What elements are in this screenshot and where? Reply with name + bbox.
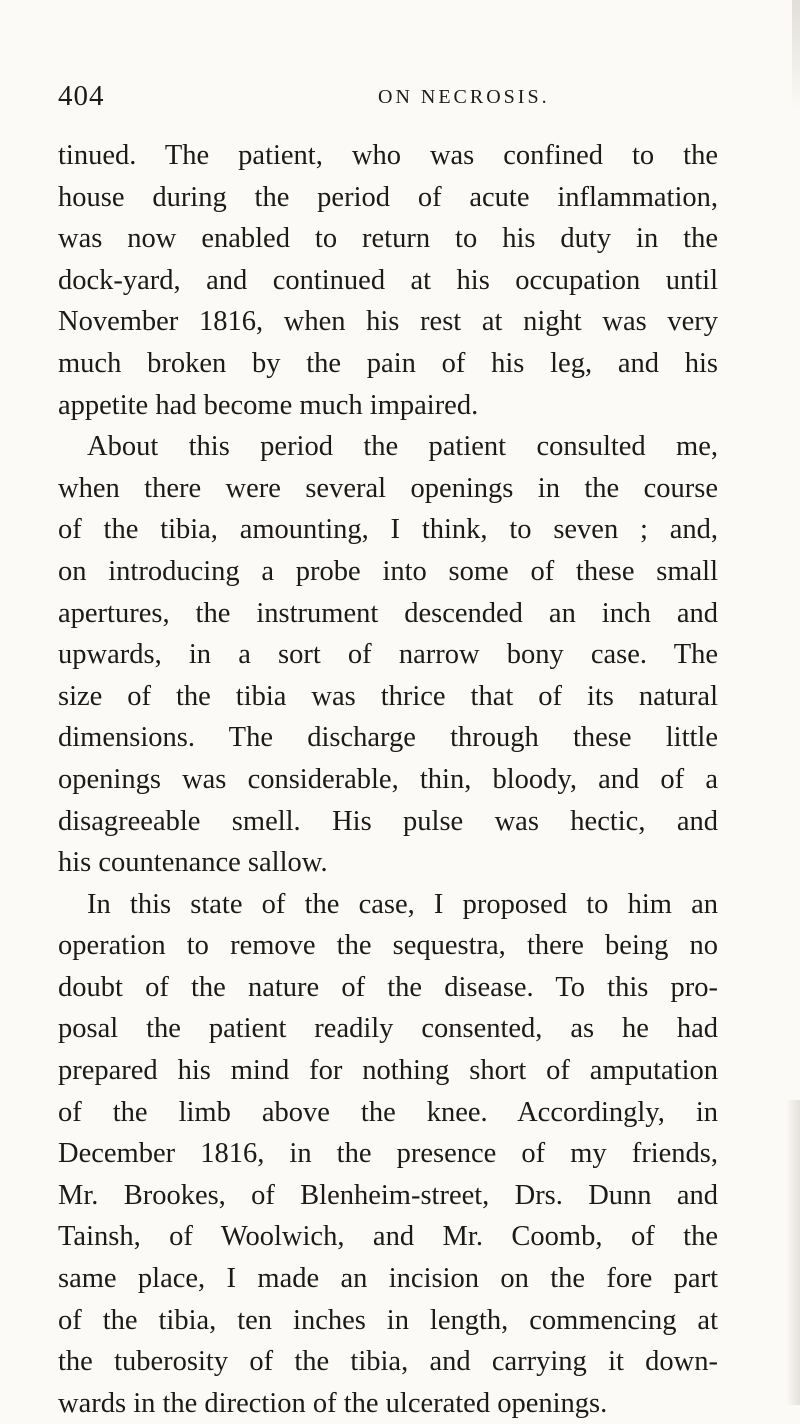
paragraph-continued: [58, 135, 718, 426]
text-line: Tainsh, of Woolwich, and Mr. Coomb, of the: [58, 1221, 718, 1253]
text-line: November 1816, when his rest at night was very: [58, 306, 718, 338]
text-line: disagreeable smell. His pulse was hectic, and: [58, 805, 718, 837]
text-line: tinued. The patient, who was confined to the: [58, 140, 718, 171]
text-line: house during the period of acute inflammation,: [58, 181, 718, 213]
text-line: December 1816, in the presence of my friends,: [58, 1138, 718, 1170]
text-line: Mr. Brookes, of Blenheim-street, Drs. Dunn and: [58, 1179, 718, 1211]
text-line: was now enabled to return to his duty in the: [58, 223, 718, 255]
text-line: About this period the patient consulted me,: [87, 431, 718, 463]
paragraph-consultation: [58, 426, 718, 884]
text-line: size of the tibia was thrice that of its natural: [58, 680, 718, 712]
text-line: when there were several openings in the course: [58, 472, 718, 504]
page-edge-shading-top: [792, 0, 800, 110]
paragraph-operation: [58, 884, 718, 1424]
text-line: doubt of the nature of the disease. To this pro-: [58, 971, 718, 1003]
text-line: much broken by the pain of his leg, and his: [58, 347, 718, 379]
text-line: of the tibia, ten inches in length, commencing at: [58, 1304, 718, 1336]
text-line: upwards, in a sort of narrow bony case. The: [58, 639, 718, 671]
body-text: [58, 135, 718, 1424]
text-line: wards in the direction of the ulcerated openings.: [58, 1387, 608, 1419]
text-line: dimensions. The discharge through these little: [58, 722, 718, 754]
text-line: of the limb above the knee. Accordingly, in: [58, 1096, 718, 1128]
text-line: same place, I made an incision on the fore part: [58, 1263, 718, 1295]
text-line: prepared his mind for nothing short of amputation: [58, 1055, 718, 1087]
text-line: dock-yard, and continued at his occupation until: [58, 264, 718, 296]
text-line: the tuberosity of the tibia, and carrying it down-: [58, 1346, 718, 1378]
text-line: of the tibia, amounting, I think, to seven ; and,: [58, 514, 718, 546]
text-line: posal the patient readily consented, as he had: [58, 1013, 718, 1045]
text-line: In this state of the case, I proposed to him an: [87, 888, 718, 920]
text-line: his countenance sallow.: [58, 847, 328, 879]
text-line: operation to remove the sequestra, there being no: [58, 930, 718, 962]
text-line: apertures, the instrument descended an inch and: [58, 597, 718, 629]
running-head: [58, 80, 718, 120]
page-number: 404: [58, 80, 105, 112]
page-edge-shading-bottom: [786, 1100, 800, 1405]
text-line: on introducing a probe into some of these small: [58, 555, 718, 587]
running-title: ON NECROSIS.: [378, 86, 550, 108]
text-line: appetite had become much impaired.: [58, 389, 479, 421]
text-line: openings was considerable, thin, bloody, and of a: [58, 763, 718, 795]
